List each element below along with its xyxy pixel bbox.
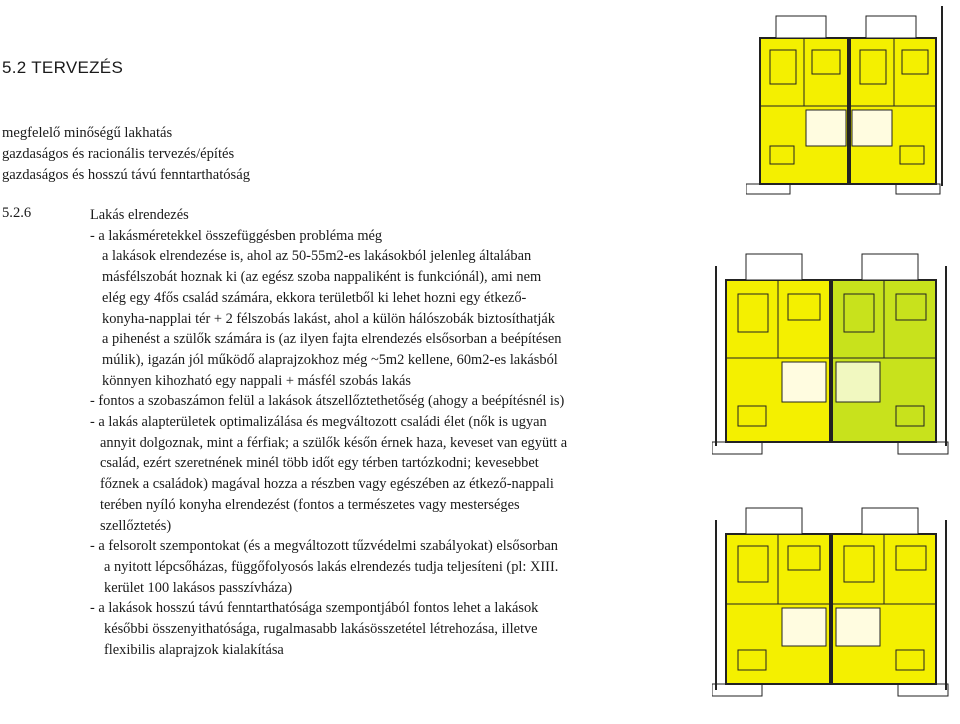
section-line: - a felsorolt szempontokat (és a megváltozott tűzvédelmi szabályokat) elsősorban [90,538,558,555]
section-line: a nyitott lépcsőházas, függőfolyosós lakás elrendezés tudja teljesíteni (pl: XIII. [104,558,559,575]
plan-walls [746,6,942,194]
section-line: szellőztetés) [100,517,172,534]
goal-item: gazdaságos és racionális tervezés/építés [2,146,235,162]
section-line: későbbi összenyithatósága, rugalmasabb lakásösszetétel létrehozása, illetve [104,621,538,638]
section-line: elég egy 4fős család számára, ekkora területből ki lehet hozni egy étkező- [102,289,527,306]
section-line: annyit dolgoznak, mint a férfiak; a szülők későn érnek haza, keveset van együtt a [100,434,568,451]
section-line: Lakás elrendezés [90,207,189,223]
floor-plan-middle [712,246,952,476]
section-line: terében nyíló konyha elrendezést (fontos a természetes vagy mesterséges [100,496,520,513]
section-number: 5.2.6 [2,205,32,221]
section-line: kerület 100 lakásos passzívháza) [104,579,293,596]
section-line: könnyen kihozható egy nappali + másfél szobás lakás [102,372,412,389]
page-heading: 5.2 TERVEZÉS [2,58,124,77]
goals-list [2,123,702,186]
section-line: flexibilis alaprajzok kialakítása [104,641,284,658]
section-line: - a lakások hosszú távú fenntarthatósága szempontjából fontos lehet a lakások [90,600,539,617]
plan-walls [712,254,948,454]
floor-plan-top [746,6,952,206]
floor-plan-bottom [712,500,952,720]
section-line: főznek a családok) magával hozza a részben vagy egészében az étkező-nappali [100,476,554,493]
section-line: a lakások elrendezése is, ahol az 50-55m2-es lakásokból jelenleg általában [102,248,532,265]
plan-walls [712,508,948,696]
section-line: - a lakásméretekkel összefüggésben probléma még [90,227,383,244]
section-line: - a lakás alapterületek optimalizálása és megváltozott családi élet (nők is ugyan [90,414,547,431]
goal-item: megfelelő minőségű lakhatás [2,125,173,141]
section-line: család, ezért szeretnének minél több időt egy térben tartózkodni; kevesebbet [100,455,539,472]
section-line: múlik), igazán jól működő alaprajzokhoz még ~5m2 kellene, 60m2-es lakásból [102,351,558,368]
goal-item: gazdaságos és hosszú távú fenntarthatóság [2,167,251,183]
section-line: a pihenést a szülők számára is (az ilyen fajta elrendezés elsősorban a beépítésen [102,331,562,348]
section-line: konyha-napplai tér + 2 félszobás lakást, ahol a külön hálószobák biztosíthatják [102,310,555,327]
section-line: másfélszobát hoznak ki (az egész szoba nappaliként is funkciónál), ami nem [102,269,542,286]
section-body [90,205,690,660]
section-line: - fontos a szobaszámon felül a lakások átszellőztethetőség (ahogy a beépítésnél is) [90,393,565,410]
